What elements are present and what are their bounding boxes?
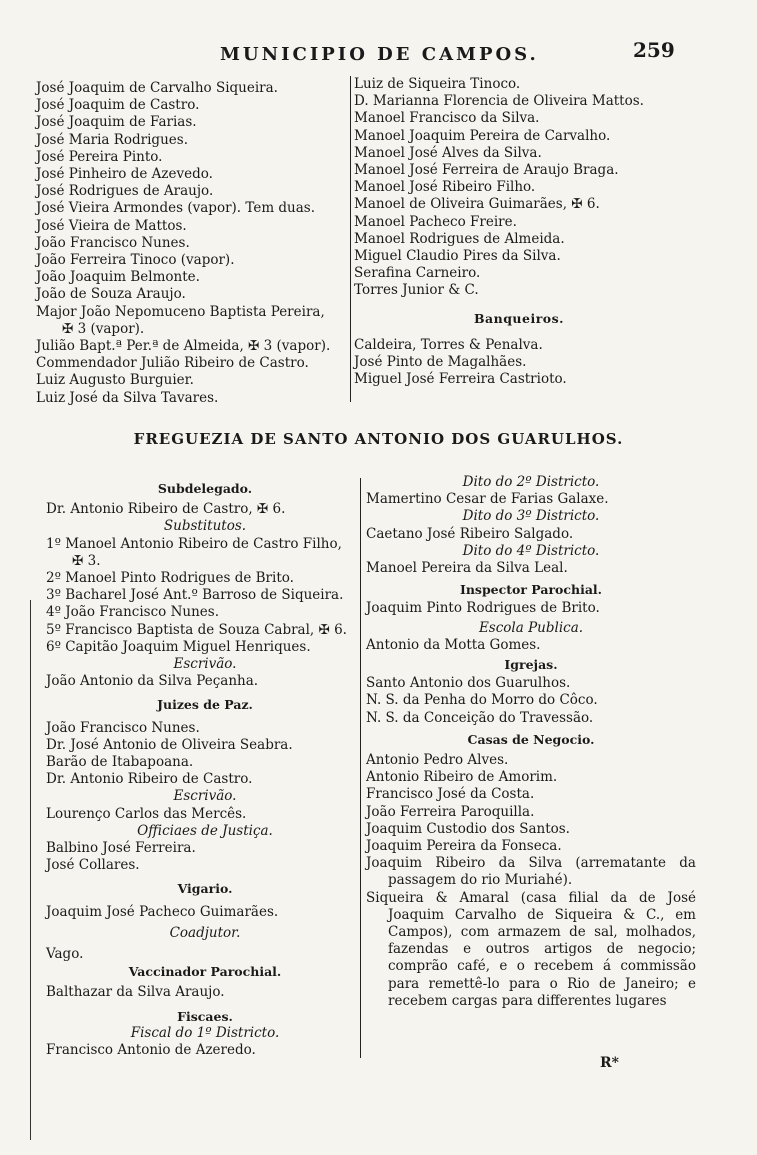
page-number: 259 bbox=[633, 38, 675, 62]
running-header: MUNICIPIO DE CAMPOS. bbox=[220, 44, 539, 65]
escrivao-heading: Escrivão. bbox=[173, 656, 237, 673]
list-item: Joaquim Ribeiro da Silva (arrematante da passagem do rio Muriahé). bbox=[366, 855, 696, 889]
list-item: José Vieira de Mattos. bbox=[36, 217, 187, 234]
list-item: José Pereira Pinto. bbox=[36, 148, 163, 165]
list-item: Manoel Pacheco Freire. bbox=[354, 213, 517, 230]
list-item: Commendador Julião Ribeiro de Castro. bbox=[36, 355, 309, 372]
vigario-heading: Vigario. bbox=[177, 881, 233, 897]
list-item: Dr. Antonio Ribeiro de Castro. bbox=[46, 771, 253, 788]
list-item: Francisco Antonio de Azeredo. bbox=[46, 1042, 256, 1059]
list-item: Caldeira, Torres & Penalva. bbox=[354, 336, 543, 353]
casas-heading: Casas de Negocio. bbox=[467, 731, 595, 747]
list-item: Manoel José Ferreira de Araujo Braga. bbox=[354, 162, 619, 179]
list-item: João Ferreira Tinoco (vapor). bbox=[36, 252, 235, 269]
list-item: José Rodrigues de Araujo. bbox=[36, 183, 214, 200]
list-item: Luiz de Siqueira Tinoco. bbox=[354, 76, 521, 92]
list-item: Major João Nepomuceno Baptista Pereira, bbox=[36, 303, 325, 320]
list-item: João Antonio da Silva Peçanha. bbox=[46, 673, 259, 690]
list-item: 5º Francisco Baptista de Souza Cabral, ✠ 6. bbox=[46, 621, 347, 638]
list-item: José Vieira Armondes (vapor). Tem duas. bbox=[36, 200, 316, 217]
list-item: Manoel José Ribeiro Filho. bbox=[354, 179, 536, 196]
list-item: Luiz José da Silva Tavares. bbox=[36, 389, 219, 406]
list-item: Manoel de Oliveira Guimarães, ✠ 6. bbox=[354, 196, 600, 213]
section-title: FREGUEZIA DE SANTO ANTONIO DOS GUARULHOS. bbox=[133, 430, 624, 448]
list-item: José Joaquim de Castro. bbox=[36, 97, 200, 114]
list-item: José Maria Rodrigues. bbox=[36, 131, 188, 148]
igrejas-heading: Igrejas. bbox=[504, 657, 558, 673]
column-divider bbox=[360, 478, 361, 1058]
list-item: João de Souza Araujo. bbox=[36, 286, 186, 303]
list-item: João Joaquim Belmonte. bbox=[36, 269, 200, 286]
list-item: Luiz Augusto Burguier. bbox=[36, 372, 194, 389]
list-item: Santo Antonio dos Guarulhos. bbox=[366, 675, 571, 692]
fiscaes-heading: Fiscaes. bbox=[177, 1008, 233, 1024]
list-item: José Joaquim de Farias. bbox=[36, 114, 197, 131]
list-item: Miguel José Ferreira Castrioto. bbox=[354, 371, 567, 388]
list-item: Dr. José Antonio de Oliveira Seabra. bbox=[46, 736, 293, 753]
list-item: Antonio Pedro Alves. bbox=[366, 752, 509, 769]
list-item: José Collares. bbox=[46, 857, 140, 874]
list-item: Joaquim Custodio dos Santos. bbox=[366, 820, 570, 837]
escrivao-heading: Escrivão. bbox=[173, 788, 237, 805]
top-right-column bbox=[354, 76, 684, 388]
substitutos-heading: Substitutos. bbox=[163, 518, 247, 535]
list-item: ✠ 3. bbox=[72, 552, 101, 569]
inspector-heading: Inspector Parochial. bbox=[459, 582, 603, 598]
list-item: 3º Bacharel José Ant.º Barroso de Siqueira. bbox=[46, 587, 344, 604]
list-item: Siqueira & Amaral (casa filial da de José Joaquim Carvalho de Siqueira & C., em Campos), com armazem de sal, molhados, fazendas e outros artigos de negocio; comprão café, e o recebem á commissão para remettê-lo para o Rio de Janeiro; e recebem cargas para differentes lugares bbox=[366, 889, 696, 1009]
list-item: 2º Manoel Pinto Rodrigues de Brito. bbox=[46, 570, 294, 587]
list-item: Balbino José Ferreira. bbox=[46, 840, 196, 857]
list-item: Manoel Rodrigues de Almeida. bbox=[354, 230, 565, 247]
list-item: 4º João Francisco Nunes. bbox=[46, 604, 219, 621]
list-item: Dr. Antonio Ribeiro de Castro, ✠ 6. bbox=[46, 501, 286, 518]
list-item: Antonio da Motta Gomes. bbox=[366, 636, 541, 653]
list-item: 6º Capitão Joaquim Miguel Henriques. bbox=[46, 638, 311, 655]
column-divider bbox=[350, 76, 351, 402]
coadjutor-heading: Coadjutor. bbox=[169, 924, 241, 941]
list-item: João Ferreira Paroquilla. bbox=[366, 803, 535, 820]
list-item: Torres Junior & C. bbox=[354, 282, 479, 299]
list-item: Miguel Claudio Pires da Silva. bbox=[354, 248, 561, 265]
list-item: D. Marianna Florencia de Oliveira Mattos. bbox=[354, 93, 644, 110]
list-item: 1º Manoel Antonio Ribeiro de Castro Filho, bbox=[46, 535, 342, 552]
list-item: Joaquim José Pacheco Guimarães. bbox=[46, 903, 279, 920]
list-item: Julião Bapt.ª Per.ª de Almeida, ✠ 3 (vapor). bbox=[36, 338, 331, 355]
top-left-column bbox=[36, 80, 351, 407]
list-item: Barão de Itabapoana. bbox=[46, 754, 194, 771]
list-item: Manoel Joaquim Pereira de Carvalho. bbox=[354, 127, 611, 144]
list-item: Joaquim Pinto Rodrigues de Brito. bbox=[366, 600, 600, 617]
list-item: Manoel Pereira da Silva Leal. bbox=[366, 560, 568, 577]
list-item: Joaquim Pereira da Fonseca. bbox=[366, 838, 562, 855]
page-margin-line bbox=[30, 600, 31, 1140]
list-item: Francisco José da Costa. bbox=[366, 786, 535, 803]
officiaes-heading: Officiaes de Justiça. bbox=[137, 822, 273, 839]
list-item: Serafina Carneiro. bbox=[354, 265, 481, 282]
list-item: Vago. bbox=[46, 946, 84, 963]
signature-mark: R* bbox=[600, 1055, 619, 1071]
vaccinador-heading: Vaccinador Parochial. bbox=[128, 964, 282, 980]
list-item: João Francisco Nunes. bbox=[46, 719, 200, 736]
dito-heading: Dito do 2º Districto. bbox=[462, 474, 600, 490]
bottom-left-column bbox=[46, 480, 364, 1059]
list-item: Antonio Ribeiro de Amorim. bbox=[366, 769, 558, 786]
banqueiros-heading: Banqueiros. bbox=[473, 310, 565, 326]
list-item: Mamertino Cesar de Farias Galaxe. bbox=[366, 491, 609, 508]
list-item: Manoel José Alves da Silva. bbox=[354, 144, 542, 161]
juizes-heading: Juizes de Paz. bbox=[157, 697, 253, 713]
list-item: N. S. da Conceição do Travessão. bbox=[366, 709, 594, 726]
list-item: Manoel Francisco da Silva. bbox=[354, 110, 540, 127]
list-item: ✠ 3 (vapor). bbox=[62, 320, 145, 337]
list-item: Balthazar da Silva Araujo. bbox=[46, 984, 225, 1001]
list-item: João Francisco Nunes. bbox=[36, 234, 190, 251]
escola-heading: Escola Publica. bbox=[478, 619, 584, 636]
list-item: José Joaquim de Carvalho Siqueira. bbox=[36, 80, 278, 96]
list-item: N. S. da Penha do Morro do Côco. bbox=[366, 692, 598, 709]
dito-heading: Dito do 4º Districto. bbox=[462, 542, 600, 559]
list-item: Caetano José Ribeiro Salgado. bbox=[366, 525, 574, 542]
dito-heading: Dito do 3º Districto. bbox=[462, 508, 600, 525]
fiscal-heading: Fiscal do 1º Districto. bbox=[130, 1024, 280, 1041]
list-item: José Pinto de Magalhães. bbox=[354, 354, 527, 371]
list-item: José Pinheiro de Azevedo. bbox=[36, 166, 213, 183]
list-item: Lourenço Carlos das Mercês. bbox=[46, 805, 247, 822]
bottom-right-column bbox=[366, 474, 696, 1010]
subdelegado-heading: Subdelegado. bbox=[157, 481, 253, 496]
